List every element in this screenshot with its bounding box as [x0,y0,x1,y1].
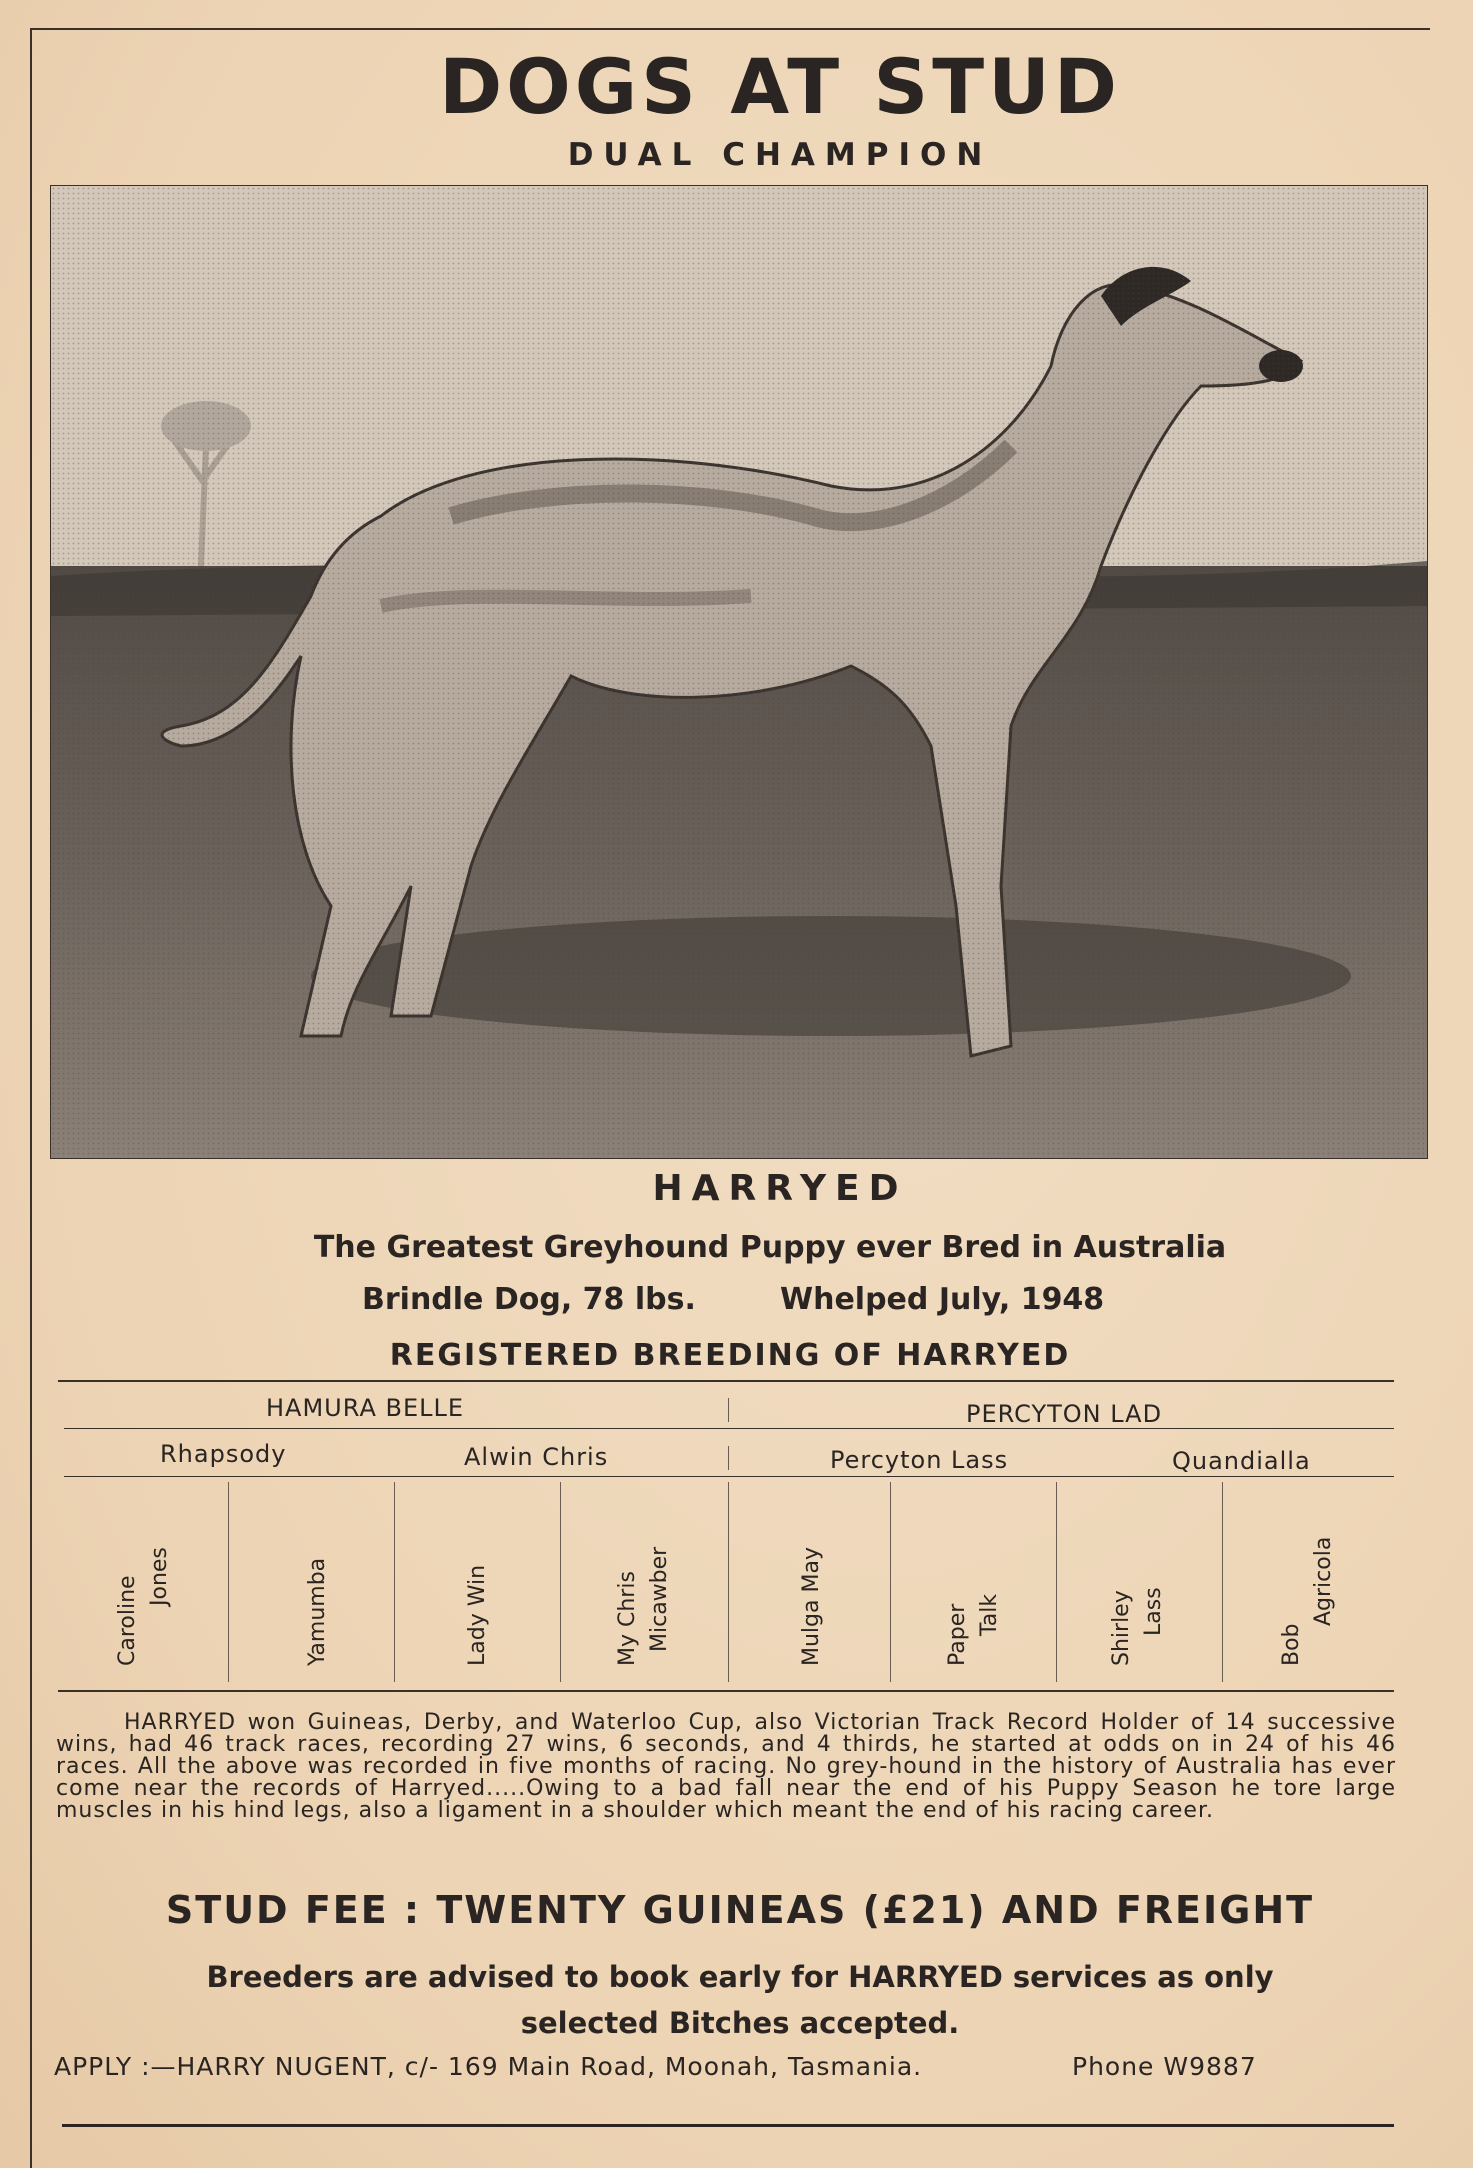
ggp-yamumba: Yamumba [305,1557,330,1666]
ggp-shirley-lass: Shirley Lass [1109,1587,1166,1666]
left-rule [30,28,32,2168]
pedigree-rule-bottom [58,1690,1394,1692]
pedigree-divider-2 [728,1446,729,1470]
dog-name: HARRYED [652,1168,908,1209]
greyhound-figure [51,186,1427,1158]
racing-record-text: HARRYED won Guineas, Derby, and Waterloo Cup, also Victorian Track Record Holder of 14 successive wins, had 46 track races, recording 27 wins, 6 seconds, and 4 thirds, he started at odds on in 24 of his 46 races. All the above was recorded in five months of racing. No grey-hound in the history of Australia has ever come near the records of Harryed.....Owing to a bad fall near the end of his Puppy Season he tore large muscles in his hind legs, also a ligament in a shoulder which meant the end of his racing career. [56,1710,1396,1823]
pedigree-divider-1 [728,1398,729,1422]
ggp-divider-6 [1056,1482,1057,1682]
ggp-caroline-jones: Caroline Jones [115,1547,172,1666]
ggp-my-chris-micawber: My Chris Micawber [615,1546,672,1666]
phone-number: Phone W9887 [1072,2052,1257,2081]
booking-advice: Breeders are advised to book early for HARRYED services as only selected Bitches accepted. [206,1960,1274,2040]
ggp-divider-2 [394,1482,395,1682]
page-title: DOGS AT STUD [439,42,1121,131]
whelped-date: Whelped July, 1948 [780,1282,1105,1317]
pedigree-divider-3 [728,1482,729,1682]
ggp-bob-agricola: Bob Agricola [1279,1536,1336,1666]
grandparent-2: Alwin Chris [464,1443,609,1471]
grandparent-4: Quandialla [1172,1447,1311,1475]
ggp-divider-3 [560,1482,561,1682]
pedigree-rule-grandparents [64,1476,1394,1477]
top-rule [30,28,1430,30]
dog-description: Brindle Dog, 78 lbs. [362,1282,696,1317]
parent-dam: HAMURA BELLE [266,1394,465,1422]
dog-tagline: The Greatest Greyhound Puppy ever Bred in Australia [313,1230,1227,1265]
pedigree-rule-parents [64,1428,1394,1429]
greyhound-photo [50,185,1428,1159]
breeding-title: REGISTERED BREEDING OF HARRYED [389,1338,1071,1373]
apply-address: APPLY :—HARRY NUGENT, c/- 169 Main Road, Moonah, Tasmania. [54,2052,923,2081]
parent-sire: PERCYTON LAD [966,1400,1163,1428]
ggp-divider-5 [890,1482,891,1682]
greyhound-illustration [51,186,1427,1158]
stud-fee: STUD FEE : TWENTY GUINEAS (£21) AND FREIGHT [165,1888,1315,1932]
racing-record [56,1712,1396,1822]
page-subtitle: DUAL CHAMPION [567,137,993,173]
ggp-paper-talk: Paper Talk [945,1593,1002,1666]
ggp-mulga-may: Mulga May [799,1547,824,1666]
pedigree-rule-top [58,1380,1394,1382]
ggp-lady-win: Lady Win [465,1564,490,1666]
grandparent-3: Percyton Lass [830,1446,1009,1474]
ggp-divider-1 [228,1482,229,1682]
bottom-rule [62,2124,1394,2127]
ggp-divider-7 [1222,1482,1223,1682]
grandparent-1: Rhapsody [160,1440,287,1468]
